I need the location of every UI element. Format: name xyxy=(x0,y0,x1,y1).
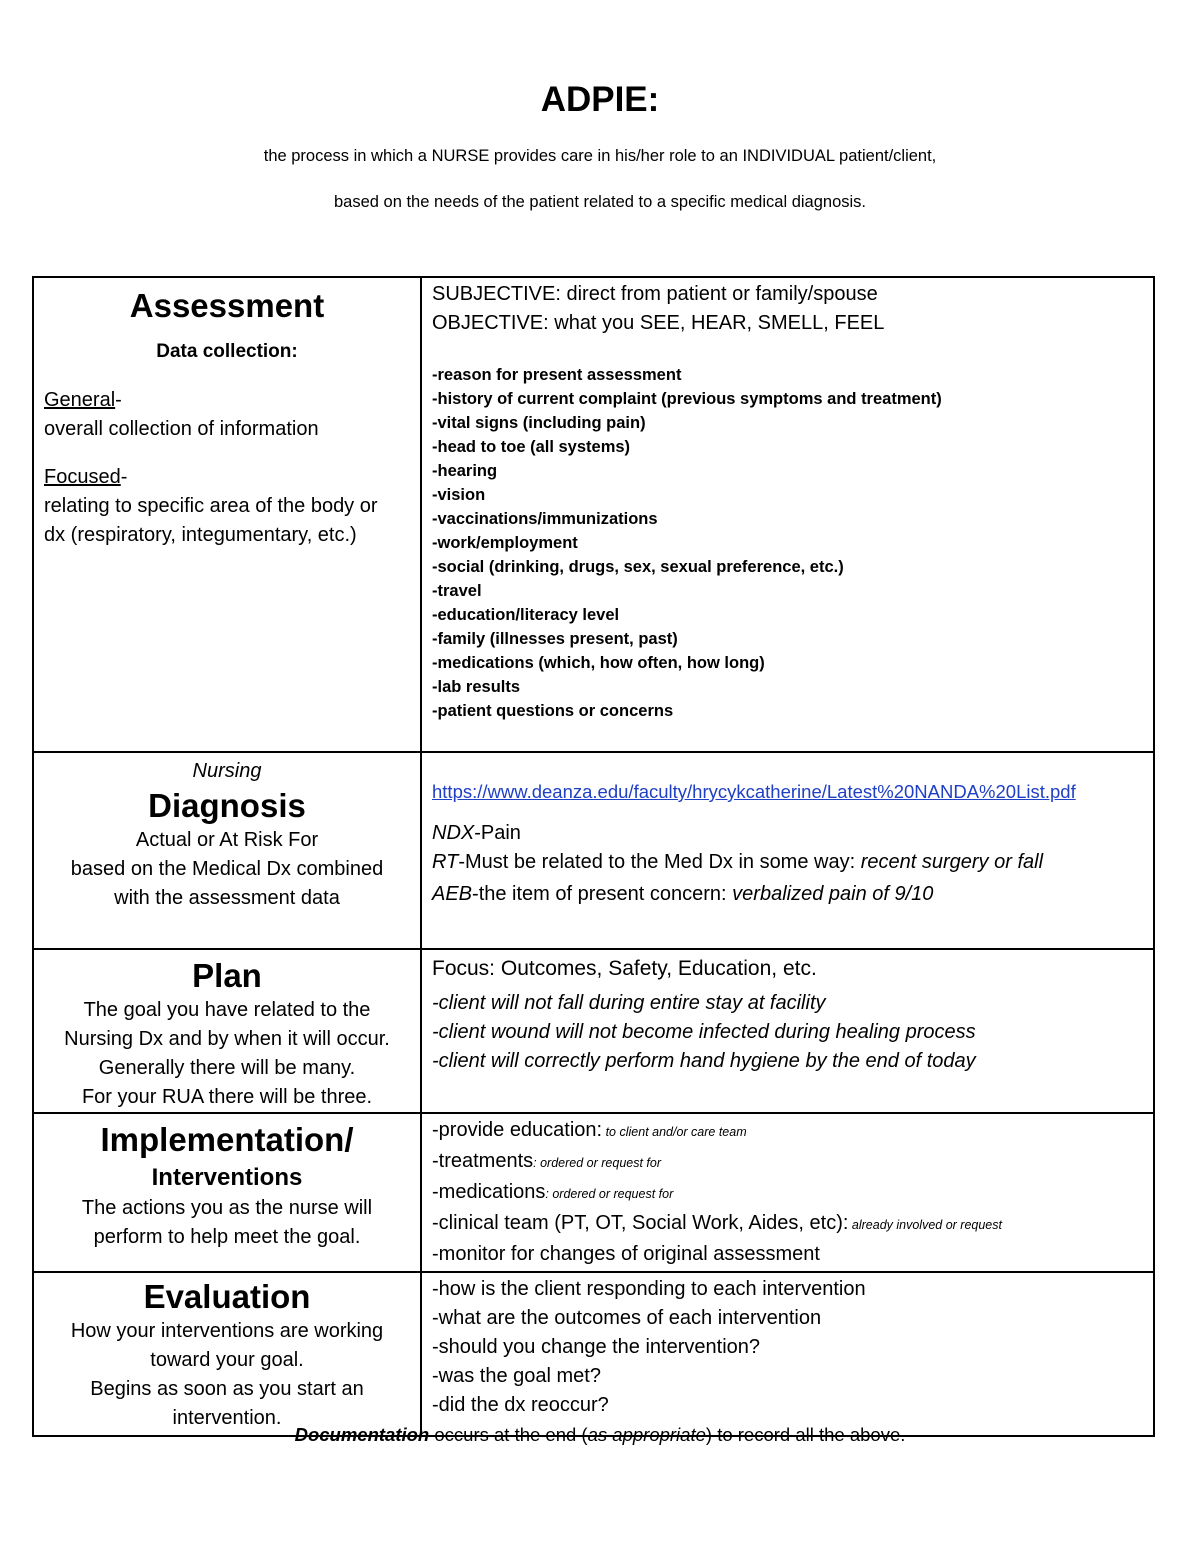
subtitle-line-1: the process in which a NURSE provides care in his/her role to an INDIVIDUAL patient/client, xyxy=(263,147,937,165)
document-title: ADPIE: xyxy=(540,80,660,119)
list-item: -lab results xyxy=(432,678,521,696)
evaluation-desc-3: Begins as soon as you start an xyxy=(90,1378,364,1400)
plan-desc-2: Nursing Dx and by when it will occur. xyxy=(64,1028,390,1050)
general-text: overall collection of information xyxy=(44,418,319,440)
assessment-row xyxy=(33,277,1154,752)
focused-text-2: dx (respiratory, integumentary, etc.) xyxy=(44,524,357,546)
intervention-main: -clinical team (PT, OT, Social Work, Aides, etc): xyxy=(432,1212,849,1234)
focused-dash: - xyxy=(120,466,128,488)
interventions-subtitle: Interventions xyxy=(151,1164,303,1191)
intervention-note: to client and/or care team xyxy=(602,1125,747,1139)
list-item: -client will correctly perform hand hygiene by the end of today xyxy=(432,1050,976,1072)
rt-example: recent surgery or fall xyxy=(860,851,1044,873)
intervention-main: -monitor for changes of original assessment xyxy=(432,1243,820,1265)
plan-desc-1: The goal you have related to the xyxy=(83,999,371,1021)
list-item: -client wound will not become infected during healing process xyxy=(432,1021,976,1043)
footer-end-text: ) to record all the above. xyxy=(705,1424,906,1445)
footer-appropriate: as appropriate xyxy=(587,1424,706,1445)
evaluation-title: Evaluation xyxy=(143,1278,311,1315)
assessment-list xyxy=(432,363,1153,723)
subtitle-line-2: based on the needs of the patient related to a specific medical diagnosis. xyxy=(333,193,866,211)
implementation-right-cell xyxy=(421,1113,1154,1272)
intervention-main: -treatments xyxy=(432,1150,534,1172)
diagnosis-desc-2: based on the Medical Dx combined xyxy=(70,858,384,880)
diagnosis-desc-3: with the assessment data xyxy=(114,887,340,909)
implementation-desc-2: perform to help meet the goal. xyxy=(93,1226,361,1248)
focused-text-1: relating to specific area of the body or xyxy=(44,495,378,517)
rt-label: RT xyxy=(432,851,459,873)
ndx-text: -Pain xyxy=(474,822,521,844)
plan-focus: Focus: Outcomes, Safety, Education, etc. xyxy=(432,957,817,980)
list-item: -was the goal met? xyxy=(432,1365,601,1387)
data-collection-label: Data collection: xyxy=(156,341,298,362)
list-item: -vaccinations/immunizations xyxy=(432,510,658,528)
aeb-label: AEB xyxy=(432,883,473,905)
aeb-text: -the item of present concern: xyxy=(472,883,733,905)
document-header xyxy=(0,78,1200,214)
list-item: -vital signs (including pain) xyxy=(432,414,646,432)
footer-mid-text: occurs at the end ( xyxy=(429,1424,588,1445)
list-item: -work/employment xyxy=(432,534,578,552)
diagnosis-title: Diagnosis xyxy=(148,787,306,824)
plan-right-cell xyxy=(421,949,1154,1113)
list-item: -family (illnesses present, past) xyxy=(432,630,678,648)
list-item: -hearing xyxy=(432,462,498,480)
list-item: -how is the client responding to each intervention xyxy=(432,1278,866,1300)
intervention-main: -medications xyxy=(432,1181,546,1203)
diagnosis-desc-1: Actual or At Risk For xyxy=(135,829,319,851)
footer-documentation-word: Documentation xyxy=(294,1424,430,1445)
evaluation-desc-1: How your interventions are working xyxy=(70,1320,384,1342)
general-dash: - xyxy=(115,389,122,411)
diagnosis-left-cell xyxy=(33,752,421,949)
list-item: -medications (which, how often, how long) xyxy=(432,654,765,672)
evaluation-desc-4: intervention. xyxy=(172,1407,282,1429)
evaluation-row xyxy=(33,1272,1154,1436)
evaluation-right-cell xyxy=(421,1272,1154,1436)
list-item: -social (drinking, drugs, sex, sexual preference, etc.) xyxy=(432,558,844,576)
list-item: -reason for present assessment xyxy=(432,366,682,384)
aeb-example: verbalized pain of 9/10 xyxy=(732,883,934,905)
assessment-title: Assessment xyxy=(129,287,325,324)
diagnosis-right-cell xyxy=(421,752,1154,949)
list-item: -history of current complaint (previous symptoms and treatment) xyxy=(432,390,942,408)
rt-text: -Must be related to the Med Dx in some way: xyxy=(458,851,861,873)
list-item: -travel xyxy=(432,582,482,600)
plan-desc-4: For your RUA there will be three. xyxy=(81,1086,373,1108)
ndx-label: NDX xyxy=(432,822,475,844)
list-item: -head to toe (all systems) xyxy=(432,438,631,456)
evaluation-desc-2: toward your goal. xyxy=(150,1349,304,1371)
list-item: -client will not fall during entire stay at facility xyxy=(432,992,826,1014)
subjective-line: SUBJECTIVE: direct from patient or family/spouse xyxy=(432,283,878,305)
list-item: -education/literacy level xyxy=(432,606,620,624)
list-item: -did the dx reoccur? xyxy=(432,1394,609,1416)
documentation-footer xyxy=(0,1422,1200,1448)
implementation-desc-1: The actions you as the nurse will xyxy=(81,1197,373,1219)
adpie-table xyxy=(32,276,1155,1437)
assessment-left-cell xyxy=(33,277,421,752)
objective-line: OBJECTIVE: what you SEE, HEAR, SMELL, FEEL xyxy=(432,312,885,334)
evaluation-left-cell xyxy=(33,1272,421,1436)
general-label: General xyxy=(44,389,116,411)
implementation-left-cell xyxy=(33,1113,421,1272)
intervention-note: : ordered or request for xyxy=(545,1187,674,1201)
nanda-list-link[interactable]: https://www.deanza.edu/faculty/hrycykcatherine/Latest%20NANDA%20List.pdf xyxy=(432,781,1076,802)
assessment-right-cell xyxy=(421,277,1154,752)
implementation-title: Implementation/ xyxy=(100,1121,354,1158)
list-item: -what are the outcomes of each intervention xyxy=(432,1307,822,1329)
intervention-note: already involved or request xyxy=(848,1218,1002,1232)
plan-title: Plan xyxy=(192,957,262,994)
focused-label: Focused xyxy=(44,466,121,488)
diagnosis-row xyxy=(33,752,1154,949)
plan-left-cell xyxy=(33,949,421,1113)
list-item: -vision xyxy=(432,486,486,504)
intervention-main: -provide education: xyxy=(432,1119,603,1141)
list-item: -should you change the intervention? xyxy=(432,1336,761,1358)
intervention-note: : ordered or request for xyxy=(533,1156,662,1170)
plan-row xyxy=(33,949,1154,1113)
list-item: -patient questions or concerns xyxy=(432,702,674,720)
implementation-row xyxy=(33,1113,1154,1272)
plan-desc-3: Generally there will be many. xyxy=(98,1057,356,1079)
nursing-label: Nursing xyxy=(192,760,262,782)
